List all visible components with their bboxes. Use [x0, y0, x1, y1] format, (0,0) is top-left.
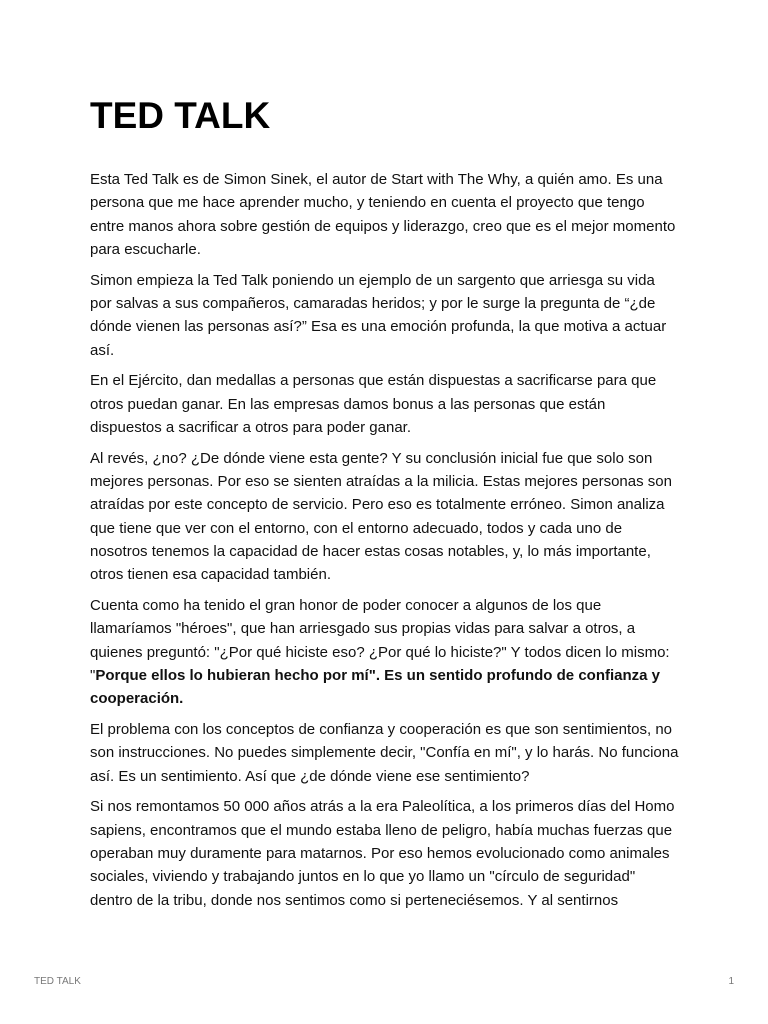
paragraph-5-bold-statement: Es un sentido profundo de confianza y cooperación. [90, 666, 661, 708]
paragraph-3: En el Ejército, dan medallas a personas que están dispuestas a sacrificarse para que otros puedan ganar. En las empresas damos bonus a las personas que están dispuestos a sacrificar a otros para poder ganar. [90, 372, 657, 436]
paragraph-5 [90, 594, 680, 710]
paragraph-5-bold-quote: Porque ellos lo hubieran hecho por mí [95, 666, 369, 684]
paragraph-4: Al revés, ¿no? ¿De dónde viene esta gente? Y su conclusión inicial fue que solo son mejores personas. Por eso se sienten atraídas a la milicia. Estas mejores personas son atraídas por este concepto de servicio. Pero eso es totalmente erróneo. Simon analiza que tiene que ver con el entorno, con el entorno adecuado, todos y cada uno de nosotros tenemos la capacidad de hacer estas cosas notables, y, lo más importante, otros tienen esa capacidad también. [90, 449, 672, 584]
paragraph-7: Si nos remontamos 50 000 años atrás a la era Paleolítica, a los primeros días del Homo sapiens, encontramos que el mundo estaba lleno de peligro, había muchas fuerzas que operaban muy duramente para matarnos. Por eso hemos evolucionado como animales sociales, viviendo y trabajando juntos en lo que yo llamo un "círculo de seguridad" dentro de la tribu, donde nos sentimos como si perteneciésemos. Y al sentirnos [90, 798, 675, 909]
document-page [90, 92, 680, 919]
paragraph-2: Simon empieza la Ted Talk poniendo un ejemplo de un sargento que arriesga su vida por salvas a sus compañeros, camaradas heridos; y por le surge la pregunta de “¿de dónde vienen las personas así?” Esa es una emoción profunda, la que motiva a actuar así. [90, 271, 667, 359]
document-title: TED TALK [90, 95, 271, 136]
footer-title: TED TALK [34, 976, 81, 987]
paragraph-6: El problema con los conceptos de confianza y cooperación es que son sentimientos, no son instrucciones. No puedes simplemente decir, "Confía en mí", y lo harás. No funciona así. Es un sentimiento. Así que ¿de dónde viene ese sentimiento? [90, 721, 679, 785]
paragraph-1: Esta Ted Talk es de Simon Sinek, el autor de Start with The Why, a quién amo. Es una persona que me hace aprender mucho, y teniendo en cuenta el proyecto que tengo entre manos ahora sobre gestión de equipos y liderazgo, creo que es el mejor momento para escucharle. [90, 171, 676, 258]
paragraph-5-bold-mid: ". [368, 666, 385, 684]
paragraph-5-text: Cuenta como ha tenido el gran honor de poder conocer a algunos de los que llamaríamos "héroes", que han arriesgado sus propias vidas para salvar a otros, a quienes preguntó: "¿Por qué hiciste eso? ¿Por qué lo hiciste?" Y todos dicen lo mismo: " [90, 597, 670, 684]
page-number: 1 [728, 976, 734, 987]
